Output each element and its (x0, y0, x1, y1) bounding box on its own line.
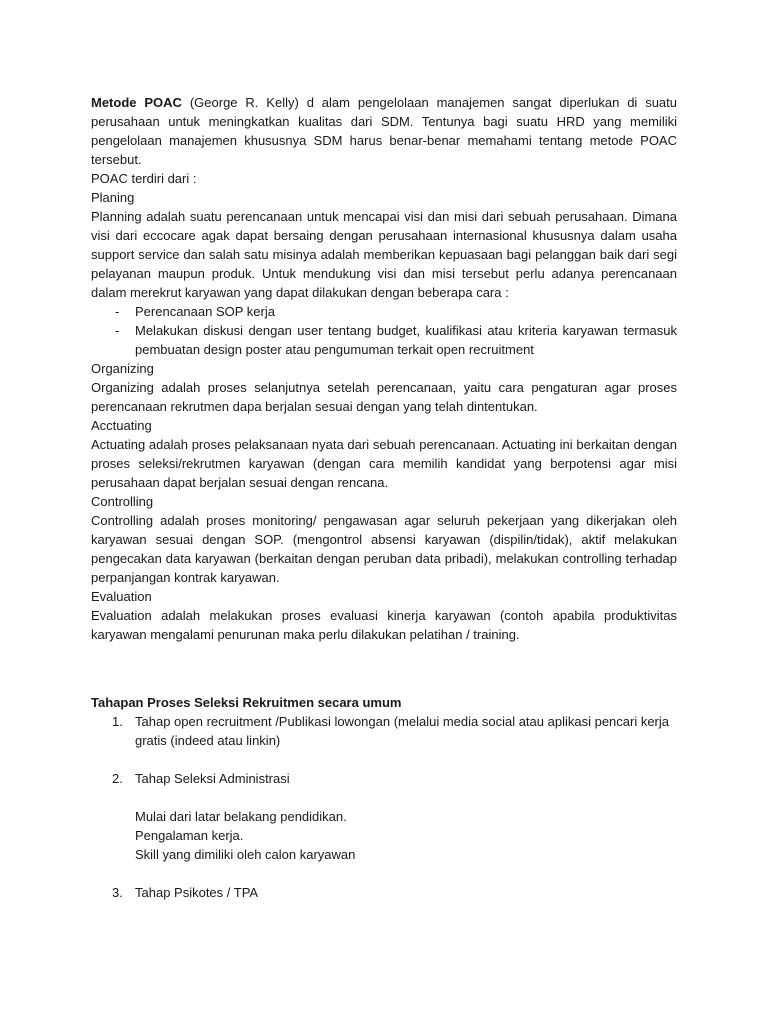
controlling-text: Controlling adalah proses monitoring/ pengawasan agar seluruh pekerjaan yang dikerjakan oleh karyawan sesuai dengan SOP. (mengontrol absensi karyawan (dispilin/tidak), aktif melakukan pengecakan data karyawan (berkaitan dengan peruban data pribadi), melakukan controlling terhadap perpanjangan kontrak karyawan. (91, 513, 677, 585)
blank-line (91, 788, 677, 807)
organizing-heading: Organizing (91, 361, 154, 376)
admin-detail-line: Mulai dari latar belakang pendidikan. (135, 809, 347, 824)
intro-text: (George R. Kelly) d alam pengelolaan manajemen sangat diperlukan di suatu perusahaan untuk meningkatkan kualitas dari SDM. Tentunya bagi suatu HRD yang memiliki pengelolaan manajemen khususnya SDM harus benar-benar memahami tentang metode POAC tersebut. (91, 95, 678, 167)
step-number: 3. (112, 885, 123, 900)
intro-paragraph (91, 93, 677, 169)
evaluation-heading: Evaluation (91, 589, 152, 604)
poac-intro: POAC terdiri dari : (91, 171, 197, 186)
evaluation-text: Evaluation adalah melakukan proses evaluasi kinerja karyawan (contoh apabila produktivitas karyawan mengalami penurunan maka perlu dilakukan pelatihan / training. (91, 608, 677, 642)
dash-bullet: - (115, 304, 120, 319)
organizing-text: Organizing adalah proses selanjutnya setelah perencanaan, yaitu cara pengaturan agar proses perencanaan rekrutmen dapa berjalan sesuai dengan yang telah dintentukan. (91, 380, 677, 414)
planning-heading: Planing (91, 190, 135, 205)
intro-title: Metode POAC (91, 95, 182, 110)
list-item (91, 321, 677, 359)
step-number: 1. (112, 714, 123, 729)
planning-list (91, 302, 677, 359)
dash-bullet: - (115, 323, 120, 338)
selection-steps (91, 769, 677, 788)
list-item-text: Perencanaan SOP kerja (135, 304, 275, 319)
blank-line (91, 864, 677, 883)
blank-line (91, 750, 677, 769)
section-spacer (91, 644, 677, 693)
step-item (91, 883, 677, 902)
selection-steps (91, 883, 677, 902)
selection-steps (91, 712, 677, 750)
step-item (91, 712, 677, 750)
step-text: Tahap open recruitment /Publikasi lowongan (melalui media social atau aplikasi pencari kerja gratis (indeed atau linkin) (135, 714, 670, 748)
step-text: Tahap Seleksi Administrasi (135, 771, 290, 786)
planning-text: Planning adalah suatu perencanaan untuk mencapai visi dan misi dari sebuah perusahaan. Dimana visi dari eccocare agak dapat bersaing dengan perusahaan internasional khususnya dalam usaha support service dan salah satu misinya adalah memberikan kepuasaan bagi pelanggan baik dari segi pelayanan maupun produk. Untuk mendukung visi dan misi tersebut perlu adanya perencanaan dalam merekrut karyawan yang dapat dilakukan dengan beberapa cara : (91, 209, 677, 300)
list-item-text: Melakukan diskusi dengan user tentang budget, kualifikasi atau kriteria karyawan termasuk pembuatan design poster atau pengumuman terkait open recruitment (135, 323, 677, 357)
step-text: Tahap Psikotes / TPA (135, 885, 259, 900)
list-item (91, 302, 677, 321)
selection-heading: Tahapan Proses Seleksi Rekruitmen secara umum (91, 695, 402, 710)
actuating-heading: Acctuating (91, 418, 152, 433)
step-item (91, 769, 677, 788)
actuating-text: Actuating adalah proses pelaksanaan nyata dari sebuah perencanaan. Actuating ini berkaitan dengan proses seleksi/rekrutmen karyawan (dengan cara memilih kandidat yang berpotensi agar misi perusahaan dapat berjalan sesuai dengan rencana. (91, 437, 677, 490)
admin-detail-line: Pengalaman kerja. (135, 828, 244, 843)
admin-detail-line: Skill yang dimiliki oleh calon karyawan (135, 847, 356, 862)
admin-details (91, 807, 677, 864)
controlling-heading: Controlling (91, 494, 154, 509)
step-number: 2. (112, 771, 123, 786)
